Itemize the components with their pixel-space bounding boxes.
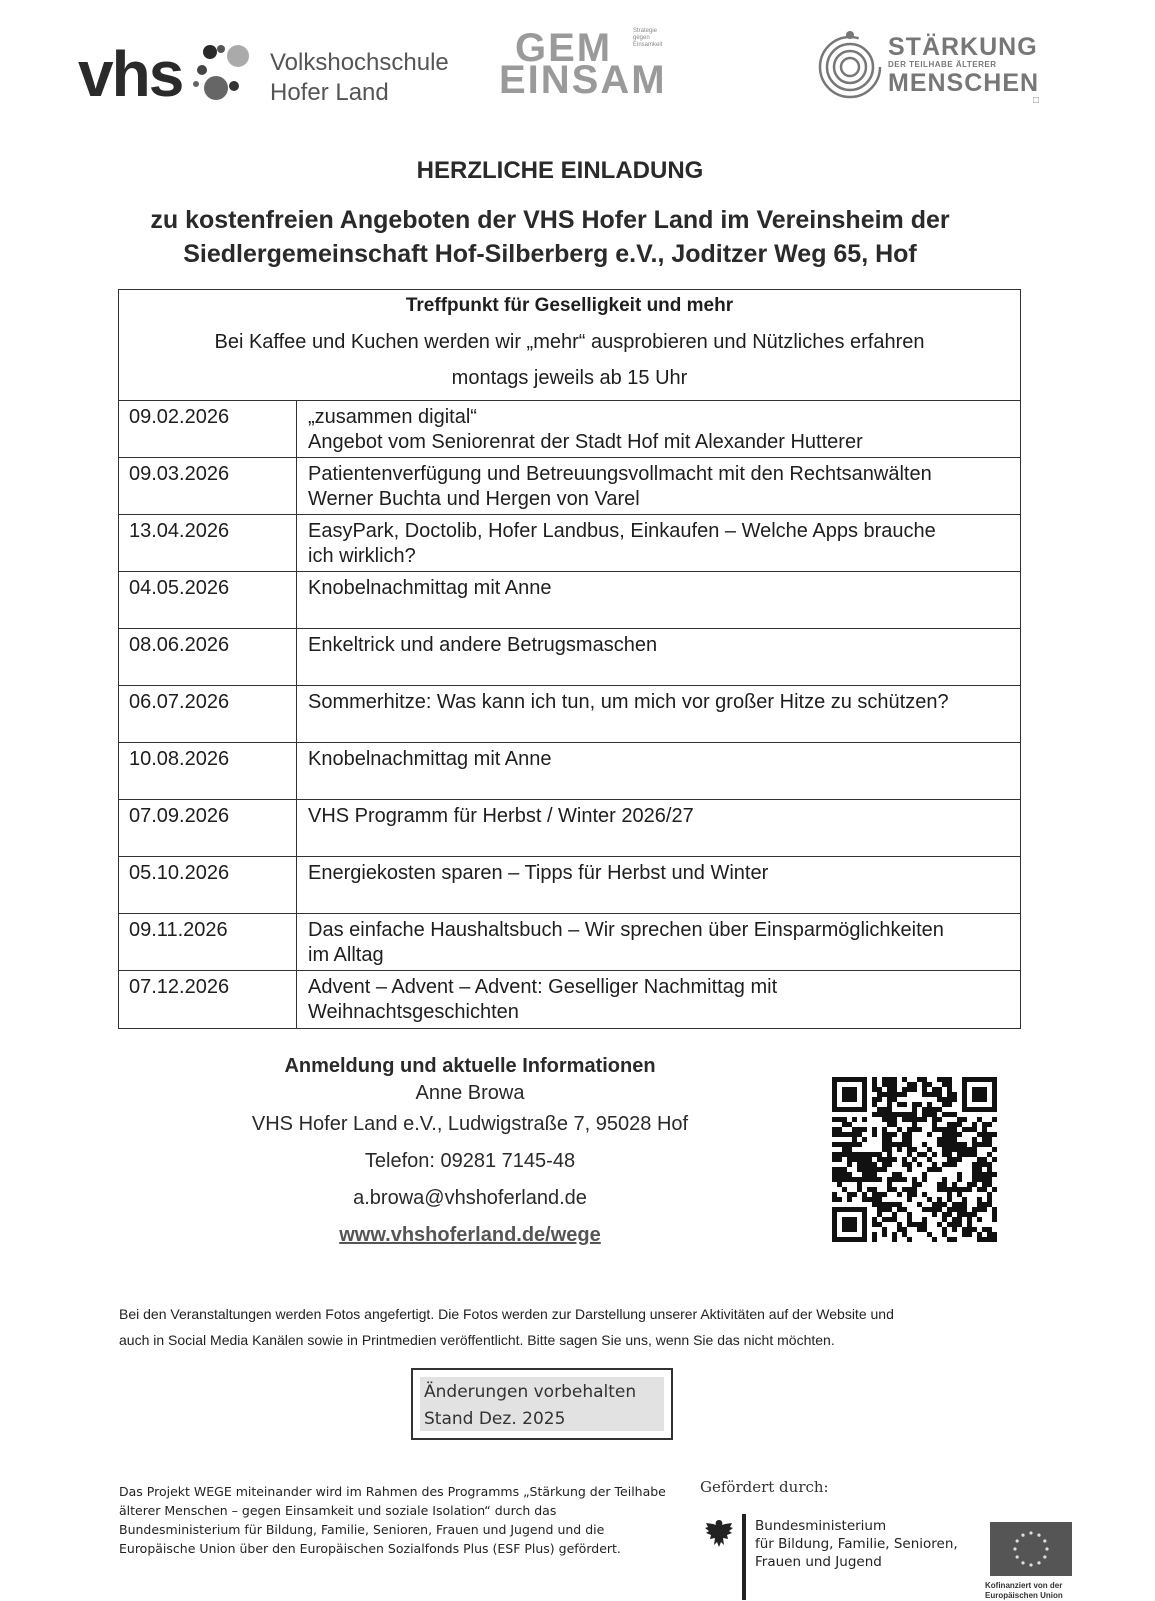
schedule-row [119,743,1020,800]
schedule-topic-line1: Energiekosten sparen – Tipps für Herbst und Winter [308,862,769,884]
schedule-date: 07.12.2026 [119,971,297,1028]
schedule-topic-line1: Advent – Advent – Advent: Geselliger Nachmittag mit [308,976,778,998]
gemeinsam-tagline [633,28,662,49]
schedule-topic-line2: im Alltag [308,944,384,966]
photo-notice-line2: auch in Social Media Kanälen sowie in Printmedien veröffentlicht. Bitte sagen Sie uns, wenn Sie das nicht möchten. [119,1332,835,1348]
contact-block [210,1052,730,1254]
schedule-row [119,686,1020,743]
schedule-date: 13.04.2026 [119,515,297,571]
photo-notice-line1: Bei den Veranstaltungen werden Fotos angefertigt. Die Fotos werden zur Darstellung unserer Aktivitäten auf der Website und [119,1306,894,1322]
schedule-date: 09.02.2026 [119,401,297,457]
eu-star-icon [1043,1539,1046,1542]
project-line3: Bundesministerium für Bildung, Familie, Senioren, Frauen und Jugend und die [119,1522,605,1537]
contact-heading: Anmeldung und aktuelle Informationen [284,1055,656,1077]
schedule-row [119,401,1020,458]
schedule-topic [297,686,1020,742]
gemeinsam-logo [499,26,685,102]
schedule-topic [297,800,1020,856]
schedule-date: 07.09.2026 [119,800,297,856]
schedule-row [119,572,1020,629]
changes-reserved-stamp [411,1368,673,1440]
vhs-name-line1: Volkshochschule [270,49,449,76]
gemeinsam-tagline-2: gegen [633,35,650,41]
eu-star-icon [1029,1563,1032,1566]
eu-flag-icon [990,1522,1072,1576]
schedule-topic [297,401,1020,457]
schedule-topic-line1: EasyPark, Doctolib, Hofer Landbus, Einkaufen – Welche Apps brauche [308,520,936,542]
vhs-logo: vhs [78,38,183,110]
stamp-line1: Änderungen vorbehalten [424,1382,637,1402]
funded-by-label: Gefördert durch: [700,1478,829,1496]
stamp-inner [420,1377,664,1431]
schedule-header [119,290,1020,401]
schedule-topic [297,515,1020,571]
eu-star-icon [1013,1547,1016,1550]
schedule-description: Bei Kaffee und Kuchen werden wir „mehr“ ausprobieren und Nützliches erfahren [214,331,925,353]
contact-email[interactable]: a.browa@vhshoferland.de [353,1187,587,1209]
staerkung-logo-text [888,34,1039,106]
ministry-name [755,1517,958,1571]
staerkung-line3: MENSCHEN [888,69,1040,97]
gemeinsam-tagline-3: Einsamkeit [633,42,663,48]
schedule-table [118,289,1021,1029]
schedule-topic [297,914,1020,970]
stamp-line2: Stand Dez. 2025 [424,1409,566,1429]
schedule-topic [297,629,1020,685]
schedule-topic-line2: ich wirklich? [308,545,416,567]
schedule-row [119,629,1020,686]
gemeinsam-line2: EINSAM [499,58,667,102]
staerkung-rings-icon [815,30,885,100]
schedule-topic [297,572,1020,628]
contact-phone[interactable]: Telefon: 09281 7145-48 [364,1150,576,1172]
schedule-topic-line1: VHS Programm für Herbst / Winter 2026/27 [308,805,694,827]
schedule-topic-line1: Knobelnachmittag mit Anne [308,577,552,599]
schedule-topic [297,971,1020,1028]
schedule-rows [119,401,1020,1028]
schedule-topic [297,743,1020,799]
page-title: HERZLICHE EINLADUNG [416,157,704,184]
gemeinsam-tagline-1: Strategie [633,28,658,34]
vhs-dots-icon [188,42,258,112]
schedule-date: 04.05.2026 [119,572,297,628]
schedule-time: montags jeweils ab 15 Uhr [451,367,688,389]
schedule-row [119,857,1020,914]
qr-code-icon[interactable] [832,1077,997,1242]
schedule-row [119,914,1020,971]
schedule-date: 08.06.2026 [119,629,297,685]
eu-star-icon [1045,1547,1048,1550]
contact-website-link[interactable]: www.vhshoferland.de/wege [339,1224,601,1246]
vhs-name-line2: Hofer Land [270,79,389,106]
staerkung-line2: DER TEILHABE ÄLTERER [888,60,997,69]
eu-cofunded-text [985,1581,1063,1601]
schedule-topic-line1: Knobelnachmittag mit Anne [308,748,552,770]
schedule-date: 09.03.2026 [119,458,297,514]
schedule-topic-line1: Das einfache Haushaltsbuch – Wir sprechen über Einsparmöglichkeiten [308,919,944,941]
page-subtitle [0,203,1100,271]
schedule-topic [297,857,1020,913]
schedule-topic-line2: Werner Buchta und Hergen von Varel [308,488,640,510]
staerkung-line1: STÄRKUNG [888,33,1038,61]
schedule-date: 05.10.2026 [119,857,297,913]
project-line1: Das Projekt WEGE miteinander wird im Rahmen des Programms „Stärkung der Teilhabe [119,1484,666,1499]
vhs-name [270,48,449,108]
ministry-divider [742,1514,746,1600]
project-line4: Europäische Union über den Europäischen Sozialfonds Plus (ESF Plus) gefördert. [119,1541,621,1556]
schedule-date: 09.11.2026 [119,914,297,970]
schedule-topic-line2: Angebot vom Seniorenrat der Stadt Hof mit Alexander Hutterer [308,431,863,453]
schedule-date: 06.07.2026 [119,686,297,742]
ministry-line2: für Bildung, Familie, Senioren, [755,1536,958,1552]
staerkung-mark: □ [1033,95,1040,106]
eu-star-icon [1037,1534,1040,1537]
schedule-topic-line1: Sommerhitze: Was kann ich tun, um mich vor großer Hitze zu schützen? [308,691,949,713]
schedule-row [119,515,1020,572]
eu-star-icon [1021,1534,1024,1537]
schedule-heading: Treffpunkt für Geselligkeit und mehr [405,295,734,316]
eu-star-icon [1037,1561,1040,1564]
eu-star-icon [1043,1555,1046,1558]
ministry-line1: Bundesministerium [755,1518,887,1534]
schedule-topic-line2: Weihnachtsgeschichten [308,1001,519,1023]
ministry-line3: Frauen und Jugend [755,1554,882,1570]
schedule-row [119,971,1020,1028]
eu-star-icon [1016,1539,1019,1542]
eu-star-icon [1029,1531,1032,1534]
eu-star-icon [1016,1555,1019,1558]
schedule-row [119,800,1020,857]
eu-star-icon [1021,1561,1024,1564]
schedule-topic-line1: Patientenverfügung und Betreuungsvollmacht mit den Rechtsanwälten [308,463,932,485]
contact-address: VHS Hofer Land e.V., Ludwigstraße 7, 95028 Hof [251,1113,689,1135]
federal-eagle-icon [702,1517,736,1551]
schedule-row [119,458,1020,515]
eu-line2: Europäischen Union [985,1591,1063,1600]
contact-person: Anne Browa [415,1082,525,1104]
schedule-topic-line1: Enkeltrick und andere Betrugsmaschen [308,634,658,656]
project-funding-text [119,1482,679,1558]
eu-line1: Kofinanziert von der [985,1581,1063,1590]
subtitle-line1: zu kostenfreien Angeboten der VHS Hofer Land im Vereinsheim der [150,206,950,234]
schedule-topic [297,458,1020,514]
subtitle-line2: Siedlergemeinschaft Hof-Silberberg e.V., Joditzer Weg 65, Hof [183,240,917,268]
schedule-date: 10.08.2026 [119,743,297,799]
schedule-topic-line1: „zusammen digital“ [308,406,477,428]
project-line2: älterer Menschen – gegen Einsamkeit und soziale Isolation“ durch das [119,1503,557,1518]
photo-notice [119,1301,1019,1353]
gemeinsam-line1: GEM [515,26,613,70]
